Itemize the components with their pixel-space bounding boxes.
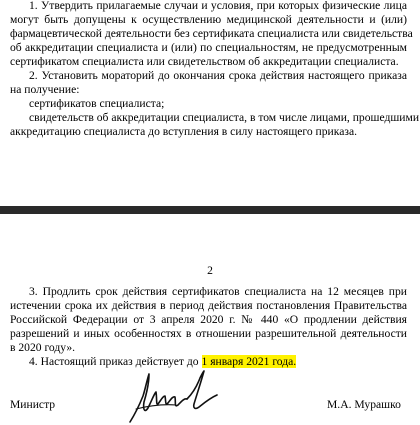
paragraph-4 (29, 355, 296, 369)
paragraph-2-item-2-line-1: свидетельств об аккредитации специалиста, в том числе лицами, прошедшими (29, 111, 420, 124)
paragraph-3-line-5: в 2020 году». (10, 341, 76, 354)
paragraph-1-line-2: могут быть допущены к осуществлению медицинской деятельности и (или) (10, 13, 407, 26)
signer-name: М.А. Мурашко (327, 398, 401, 411)
paragraph-3-line-3: Российской Федерации от 3 апреля 2020 г. № 440 «О продлении действия (10, 313, 407, 326)
paragraph-3-line-2: истечении срока их действия в период действия постановления Правительства (10, 299, 407, 312)
page-number: 2 (207, 264, 213, 277)
page-separator (0, 206, 420, 214)
paragraph-4-prefix: 4. Настоящий приказ действует до (29, 355, 202, 368)
paragraph-1-line-4: об аккредитации специалиста и (или) по специальностям, не предусмотренным (10, 41, 407, 54)
paragraph-4-suffix: . (293, 355, 297, 368)
signature-image (126, 368, 221, 425)
paragraph-2-line-1: 2. Установить мораторий до окончания срока действия настоящего приказа (29, 69, 407, 82)
paragraph-3-line-4: разрешений и иных особенностях в отношении разрешительной деятельности (10, 327, 407, 340)
paragraph-2-line-2: на получение: (10, 83, 80, 96)
paragraph-2-item-1: сертификатов специалиста; (29, 97, 165, 110)
paragraph-2-item-2-line-2: аккредитацию специалиста до вступления в силу настоящего приказа. (10, 125, 357, 138)
document-page-2 (0, 214, 420, 425)
document-page-1 (0, 0, 420, 206)
highlighted-date: 1 января 2021 года (201, 355, 294, 368)
signer-title: Министр (10, 398, 56, 411)
paragraph-1-line-3: фармацевтической деятельности без сертификата специалиста или свидетельства (10, 27, 413, 40)
paragraph-3-line-1: 3. Продлить срок действия сертификатов специалиста на 12 месяцев при (29, 285, 407, 298)
paragraph-1-line-1: 1. Утвердить прилагаемые случаи и условия, при которых физические лица (29, 0, 407, 12)
paragraph-1-line-5: сертификатом специалиста или свидетельством об аккредитации специалиста. (10, 55, 399, 68)
